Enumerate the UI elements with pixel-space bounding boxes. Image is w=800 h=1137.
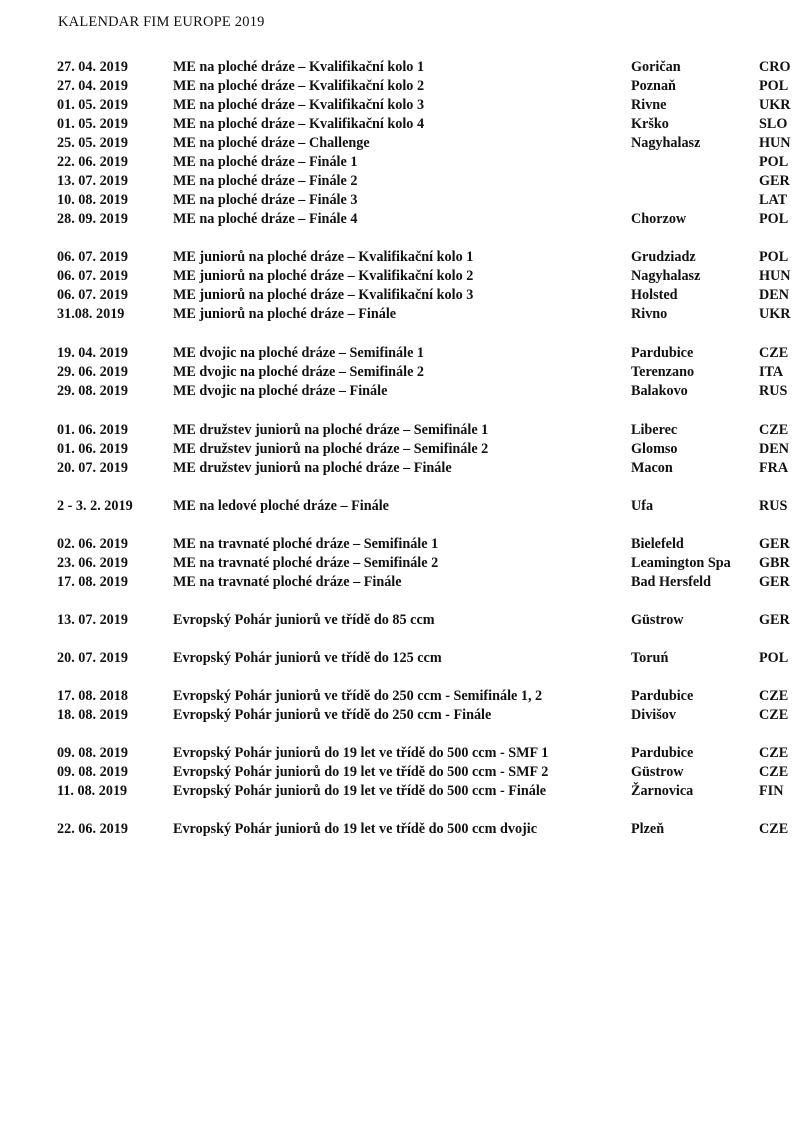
row-country: ITA — [759, 364, 784, 380]
row-country: CZE — [759, 821, 789, 837]
row-event: ME juniorů na ploché dráze – Kvalifikační kolo 2 — [173, 268, 474, 284]
row-country: CRO — [759, 59, 791, 75]
row-date: 13. 07. 2019 — [57, 612, 128, 628]
calendar-row — [0, 706, 800, 725]
calendar-row — [0, 440, 800, 459]
row-venue: Terenzano — [631, 364, 695, 380]
row-venue: Güstrow — [631, 612, 684, 628]
calendar-row — [0, 267, 800, 286]
row-date: 17. 08. 2018 — [57, 688, 128, 704]
row-date: 13. 07. 2019 — [57, 173, 128, 189]
row-country: CZE — [759, 688, 789, 704]
row-date: 01. 05. 2019 — [57, 116, 128, 132]
row-venue: Ufa — [631, 498, 654, 514]
row-date: 06. 07. 2019 — [57, 249, 128, 265]
row-venue: Toruń — [631, 650, 669, 666]
row-venue: Glomso — [631, 441, 678, 457]
row-venue: Leamington Spa — [631, 555, 731, 571]
row-event: Evropský Pohár juniorů ve třídě do 250 ccm - Semifinále 1, 2 — [173, 688, 543, 704]
row-venue: Nagyhalasz — [631, 268, 701, 284]
row-date: 22. 06. 2019 — [57, 821, 128, 837]
row-venue: Poznaň — [631, 78, 676, 94]
row-venue: Bielefeld — [631, 536, 684, 552]
row-country: DEN — [759, 287, 789, 303]
row-country: FRA — [759, 460, 789, 476]
row-date: 18. 08. 2019 — [57, 707, 128, 723]
calendar-row — [0, 191, 800, 210]
row-event: ME družstev juniorů na ploché dráze – Semifinále 1 — [173, 422, 489, 438]
calendar-row — [0, 115, 800, 134]
row-venue: Krško — [631, 116, 669, 132]
row-country: DEN — [759, 441, 789, 457]
row-country: CZE — [759, 707, 789, 723]
calendar-row — [0, 459, 800, 478]
row-date: 09. 08. 2019 — [57, 764, 128, 780]
row-venue: Nagyhalasz — [631, 135, 701, 151]
row-event: ME družstev juniorů na ploché dráze – Semifinále 2 — [173, 441, 489, 457]
calendar-row — [0, 820, 800, 839]
row-country: CZE — [759, 345, 789, 361]
calendar-row — [0, 421, 800, 440]
row-date: 27. 04. 2019 — [57, 78, 128, 94]
row-date: 02. 06. 2019 — [57, 536, 128, 552]
calendar-row — [0, 763, 800, 782]
row-event: ME na ploché dráze – Challenge — [173, 135, 370, 151]
calendar-row — [0, 153, 800, 172]
row-date: 01. 05. 2019 — [57, 97, 128, 113]
row-country: RUS — [759, 383, 788, 399]
row-date: 2 - 3. 2. 2019 — [57, 498, 133, 514]
row-event: ME na ploché dráze – Kvalifikační kolo 3 — [173, 97, 425, 113]
row-venue: Macon — [631, 460, 673, 476]
row-date: 06. 07. 2019 — [57, 287, 128, 303]
row-venue: Rivne — [631, 97, 667, 113]
calendar-row — [0, 363, 800, 382]
calendar-row — [0, 172, 800, 191]
row-event: ME na ledové ploché dráze – Finále — [173, 498, 389, 514]
row-date: 28. 09. 2019 — [57, 211, 128, 227]
row-venue: Divišov — [631, 707, 676, 723]
calendar-row — [0, 58, 800, 77]
row-event: ME na ploché dráze – Finále 1 — [173, 154, 358, 170]
calendar-row — [0, 382, 800, 401]
row-event: Evropský Pohár juniorů ve třídě do 250 ccm - Finále — [173, 707, 492, 723]
row-event: ME na ploché dráze – Kvalifikační kolo 4 — [173, 116, 425, 132]
row-venue: Güstrow — [631, 764, 684, 780]
row-event: ME na ploché dráze – Kvalifikační kolo 1 — [173, 59, 425, 75]
row-date: 09. 08. 2019 — [57, 745, 128, 761]
row-venue: Chorzow — [631, 211, 687, 227]
row-country: GER — [759, 574, 790, 590]
row-date: 27. 04. 2019 — [57, 59, 128, 75]
row-country: GER — [759, 536, 790, 552]
row-country: SLO — [759, 116, 788, 132]
row-date: 10. 08. 2019 — [57, 192, 128, 208]
row-event: ME na ploché dráze – Kvalifikační kolo 2 — [173, 78, 425, 94]
calendar-row — [0, 286, 800, 305]
row-event: ME na ploché dráze – Finále 2 — [173, 173, 358, 189]
row-date: 29. 06. 2019 — [57, 364, 128, 380]
row-date: 23. 06. 2019 — [57, 555, 128, 571]
row-country: CZE — [759, 764, 789, 780]
row-country: GBR — [759, 555, 790, 571]
row-date: 25. 05. 2019 — [57, 135, 128, 151]
row-event: ME juniorů na ploché dráze – Kvalifikační kolo 1 — [173, 249, 474, 265]
calendar-row — [0, 77, 800, 96]
row-event: Evropský Pohár juniorů ve třídě do 125 ccm — [173, 650, 442, 666]
calendar-row — [0, 497, 800, 516]
row-country: POL — [759, 650, 789, 666]
row-country: POL — [759, 154, 789, 170]
row-date: 19. 04. 2019 — [57, 345, 128, 361]
row-event: ME dvojic na ploché dráze – Semifinále 1 — [173, 345, 425, 361]
row-country: GER — [759, 173, 790, 189]
row-country: HUN — [759, 268, 791, 284]
row-date: 20. 07. 2019 — [57, 460, 128, 476]
row-country: CZE — [759, 422, 789, 438]
row-date: 01. 06. 2019 — [57, 422, 128, 438]
row-venue: Rivno — [631, 306, 668, 322]
row-venue: Goričan — [631, 59, 681, 75]
row-date: 11. 08. 2019 — [57, 783, 128, 799]
calendar-row — [0, 305, 800, 324]
calendar-row — [0, 210, 800, 229]
row-date: 01. 06. 2019 — [57, 441, 128, 457]
row-country: POL — [759, 211, 789, 227]
row-date: 06. 07. 2019 — [57, 268, 128, 284]
row-country: UKR — [759, 306, 791, 322]
calendar-row — [0, 344, 800, 363]
row-venue: Grudziadz — [631, 249, 696, 265]
row-event: ME dvojic na ploché dráze – Semifinále 2 — [173, 364, 425, 380]
row-event: ME družstev juniorů na ploché dráze – Finále — [173, 460, 452, 476]
row-event: Evropský Pohár juniorů do 19 let ve třídě do 500 ccm - Finále — [173, 783, 547, 799]
row-event: Evropský Pohár juniorů ve třídě do 85 ccm — [173, 612, 435, 628]
row-venue: Pardubice — [631, 688, 694, 704]
calendar-row — [0, 611, 800, 630]
row-country: RUS — [759, 498, 788, 514]
row-country: LAT — [759, 192, 788, 208]
row-event: ME na ploché dráze – Finále 3 — [173, 192, 358, 208]
calendar-row — [0, 687, 800, 706]
row-venue: Plzeň — [631, 821, 665, 837]
row-country: POL — [759, 249, 789, 265]
page-title: KALENDAR FIM EUROPE 2019 — [58, 14, 265, 30]
row-country: HUN — [759, 135, 791, 151]
row-event: Evropský Pohár juniorů do 19 let ve třídě do 500 ccm - SMF 1 — [173, 745, 549, 761]
row-event: ME na ploché dráze – Finále 4 — [173, 211, 358, 227]
row-date: 20. 07. 2019 — [57, 650, 128, 666]
row-venue: Žarnovica — [631, 783, 694, 799]
row-country: POL — [759, 78, 789, 94]
row-venue: Holsted — [631, 287, 678, 303]
row-country: FIN — [759, 783, 784, 799]
calendar-row — [0, 782, 800, 801]
row-event: Evropský Pohár juniorů do 19 let ve třídě do 500 ccm dvojic — [173, 821, 538, 837]
calendar-row — [0, 96, 800, 115]
row-venue: Pardubice — [631, 745, 694, 761]
row-date: 17. 08. 2019 — [57, 574, 128, 590]
row-country: UKR — [759, 97, 791, 113]
row-event: ME na travnaté ploché dráze – Finále — [173, 574, 402, 590]
calendar-row — [0, 649, 800, 668]
calendar-row — [0, 248, 800, 267]
row-venue: Pardubice — [631, 345, 694, 361]
row-date: 22. 06. 2019 — [57, 154, 128, 170]
row-date: 29. 08. 2019 — [57, 383, 128, 399]
row-event: ME juniorů na ploché dráze – Finále — [173, 306, 397, 322]
calendar-row — [0, 535, 800, 554]
row-country: CZE — [759, 745, 789, 761]
calendar-row — [0, 554, 800, 573]
row-event: ME na travnaté ploché dráze – Semifinále 2 — [173, 555, 439, 571]
calendar-row — [0, 744, 800, 763]
calendar-row — [0, 573, 800, 592]
row-event: Evropský Pohár juniorů do 19 let ve třídě do 500 ccm - SMF 2 — [173, 764, 549, 780]
row-event: ME dvojic na ploché dráze – Finále — [173, 383, 388, 399]
calendar-row — [0, 134, 800, 153]
row-date: 31.08. 2019 — [57, 306, 125, 322]
row-venue: Balakovo — [631, 383, 688, 399]
row-country: GER — [759, 612, 790, 628]
row-venue: Liberec — [631, 422, 678, 438]
row-event: ME juniorů na ploché dráze – Kvalifikační kolo 3 — [173, 287, 474, 303]
row-venue: Bad Hersfeld — [631, 574, 711, 590]
row-event: ME na travnaté ploché dráze – Semifinále 1 — [173, 536, 439, 552]
